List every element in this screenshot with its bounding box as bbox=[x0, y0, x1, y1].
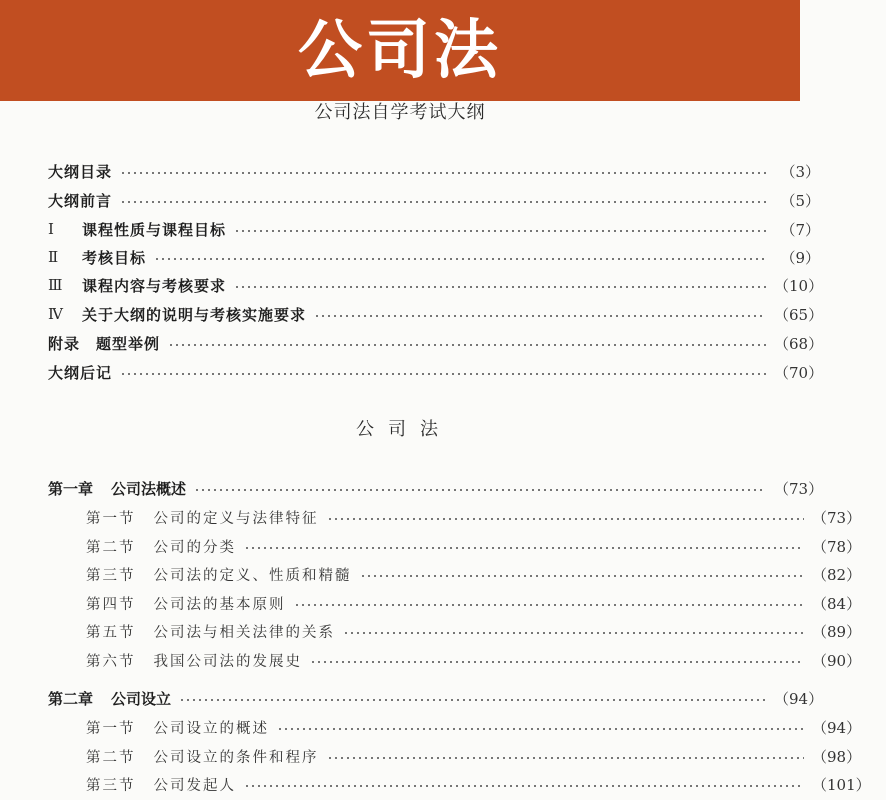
toc-label: 大纲后记 bbox=[48, 363, 113, 382]
toc-page: （73） bbox=[774, 479, 824, 498]
section-title: 公司设立的条件和程序 bbox=[153, 749, 319, 766]
section-title: 公司发起人 bbox=[153, 777, 236, 794]
toc-page: （84） bbox=[812, 594, 862, 613]
dot-leader bbox=[343, 632, 804, 634]
toc-row-chapter[interactable] bbox=[0, 686, 848, 710]
toc-label: 关于大纲的说明与考核实施要求 bbox=[82, 305, 307, 324]
chapter-title: 公司设立 bbox=[111, 689, 172, 708]
section-title: 公司法与相关法律的关系 bbox=[153, 624, 335, 641]
section-number: 第五节 bbox=[86, 624, 136, 641]
toc-label: 大纲目录 bbox=[48, 162, 113, 181]
roman-numeral: Ⅰ bbox=[48, 220, 54, 238]
section-title: 公司设立的概述 bbox=[153, 720, 269, 737]
toc-row-section[interactable] bbox=[0, 534, 886, 558]
toc-row-outline[interactable] bbox=[0, 273, 848, 297]
dot-leader bbox=[194, 489, 766, 491]
toc-page: （78） bbox=[812, 537, 862, 556]
toc-page: （70） bbox=[774, 363, 824, 382]
chapter-title: 公司法概述 bbox=[111, 479, 187, 498]
roman-numeral: Ⅱ bbox=[48, 248, 59, 266]
section-heading: 公司法 bbox=[356, 419, 452, 440]
dot-leader bbox=[120, 172, 766, 174]
toc-page: （9） bbox=[780, 248, 820, 267]
roman-numeral: Ⅳ bbox=[48, 305, 63, 323]
toc-row-section[interactable] bbox=[0, 744, 886, 768]
roman-numeral: Ⅲ bbox=[48, 276, 63, 294]
toc-row-outline[interactable] bbox=[0, 360, 848, 384]
toc-page: （98） bbox=[812, 747, 862, 766]
toc-row-section[interactable] bbox=[0, 505, 886, 529]
toc-page: （65） bbox=[774, 305, 824, 324]
dot-leader bbox=[179, 699, 766, 701]
chapter-number: 第一章 bbox=[48, 479, 94, 498]
toc-row-outline[interactable] bbox=[0, 245, 848, 269]
dot-leader bbox=[154, 258, 766, 260]
toc-row-outline[interactable] bbox=[0, 159, 848, 183]
dot-leader bbox=[360, 575, 805, 577]
toc-label: 课程内容与考核要求 bbox=[82, 276, 227, 295]
toc-row-section[interactable] bbox=[0, 619, 886, 643]
section-number: 第三节 bbox=[86, 567, 136, 584]
section-number: 第四节 bbox=[86, 596, 136, 613]
toc-page: （10） bbox=[774, 276, 824, 295]
dot-leader bbox=[327, 518, 805, 520]
toc-page: （82） bbox=[812, 565, 862, 584]
toc-row-outline[interactable] bbox=[0, 217, 848, 241]
toc-page: （73） bbox=[812, 508, 862, 527]
dot-leader bbox=[234, 230, 766, 232]
dot-leader bbox=[277, 728, 804, 730]
dot-leader bbox=[327, 757, 805, 759]
page-subtitle: 公司法自学考试大纲 bbox=[314, 102, 486, 123]
dot-leader bbox=[120, 201, 766, 203]
dot-leader bbox=[314, 315, 766, 317]
dot-leader bbox=[294, 604, 805, 606]
section-number: 第二节 bbox=[86, 539, 136, 556]
toc-page: （89） bbox=[812, 622, 862, 641]
toc-page: （94） bbox=[774, 689, 824, 708]
banner-title: 公司法 bbox=[298, 13, 502, 88]
toc-row-outline[interactable] bbox=[0, 302, 848, 326]
toc-page: （90） bbox=[812, 651, 862, 670]
toc-row-section[interactable] bbox=[0, 715, 886, 739]
section-title: 公司法的基本原则 bbox=[153, 596, 286, 613]
toc-row-outline[interactable] bbox=[0, 188, 848, 212]
section-title: 我国公司法的发展史 bbox=[153, 653, 302, 670]
toc-page: （94） bbox=[812, 718, 862, 737]
toc-page: （101） bbox=[812, 775, 871, 794]
title-banner bbox=[0, 0, 800, 101]
dot-leader bbox=[310, 661, 804, 663]
toc-row-section[interactable] bbox=[0, 562, 886, 586]
dot-leader bbox=[120, 373, 766, 375]
section-number: 第一节 bbox=[86, 510, 136, 527]
toc-page: （5） bbox=[780, 191, 820, 210]
toc-row-chapter[interactable] bbox=[0, 476, 848, 500]
toc-label: 考核目标 bbox=[82, 248, 147, 267]
dot-leader bbox=[234, 286, 766, 288]
dot-leader bbox=[168, 344, 766, 346]
section-title: 公司的分类 bbox=[153, 539, 236, 556]
dot-leader bbox=[244, 785, 804, 787]
dot-leader bbox=[244, 547, 804, 549]
section-number: 第三节 bbox=[86, 777, 136, 794]
toc-page: （68） bbox=[774, 334, 824, 353]
toc-row-section[interactable] bbox=[0, 591, 886, 615]
toc-page: （3） bbox=[780, 162, 820, 181]
chapter-number: 第二章 bbox=[48, 689, 94, 708]
toc-row-section[interactable] bbox=[0, 648, 886, 672]
toc-page: （7） bbox=[780, 220, 820, 239]
section-number: 第一节 bbox=[86, 720, 136, 737]
toc-row-section[interactable] bbox=[0, 772, 886, 796]
toc-label: 课程性质与课程目标 bbox=[82, 220, 227, 239]
section-number: 第六节 bbox=[86, 653, 136, 670]
toc-label: 附录 题型举例 bbox=[48, 334, 161, 353]
section-number: 第二节 bbox=[86, 749, 136, 766]
toc-row-outline[interactable] bbox=[0, 331, 848, 355]
toc-label: 大纲前言 bbox=[48, 191, 113, 210]
section-title: 公司的定义与法律特征 bbox=[153, 510, 319, 527]
section-title: 公司法的定义、性质和精髓 bbox=[153, 567, 352, 584]
